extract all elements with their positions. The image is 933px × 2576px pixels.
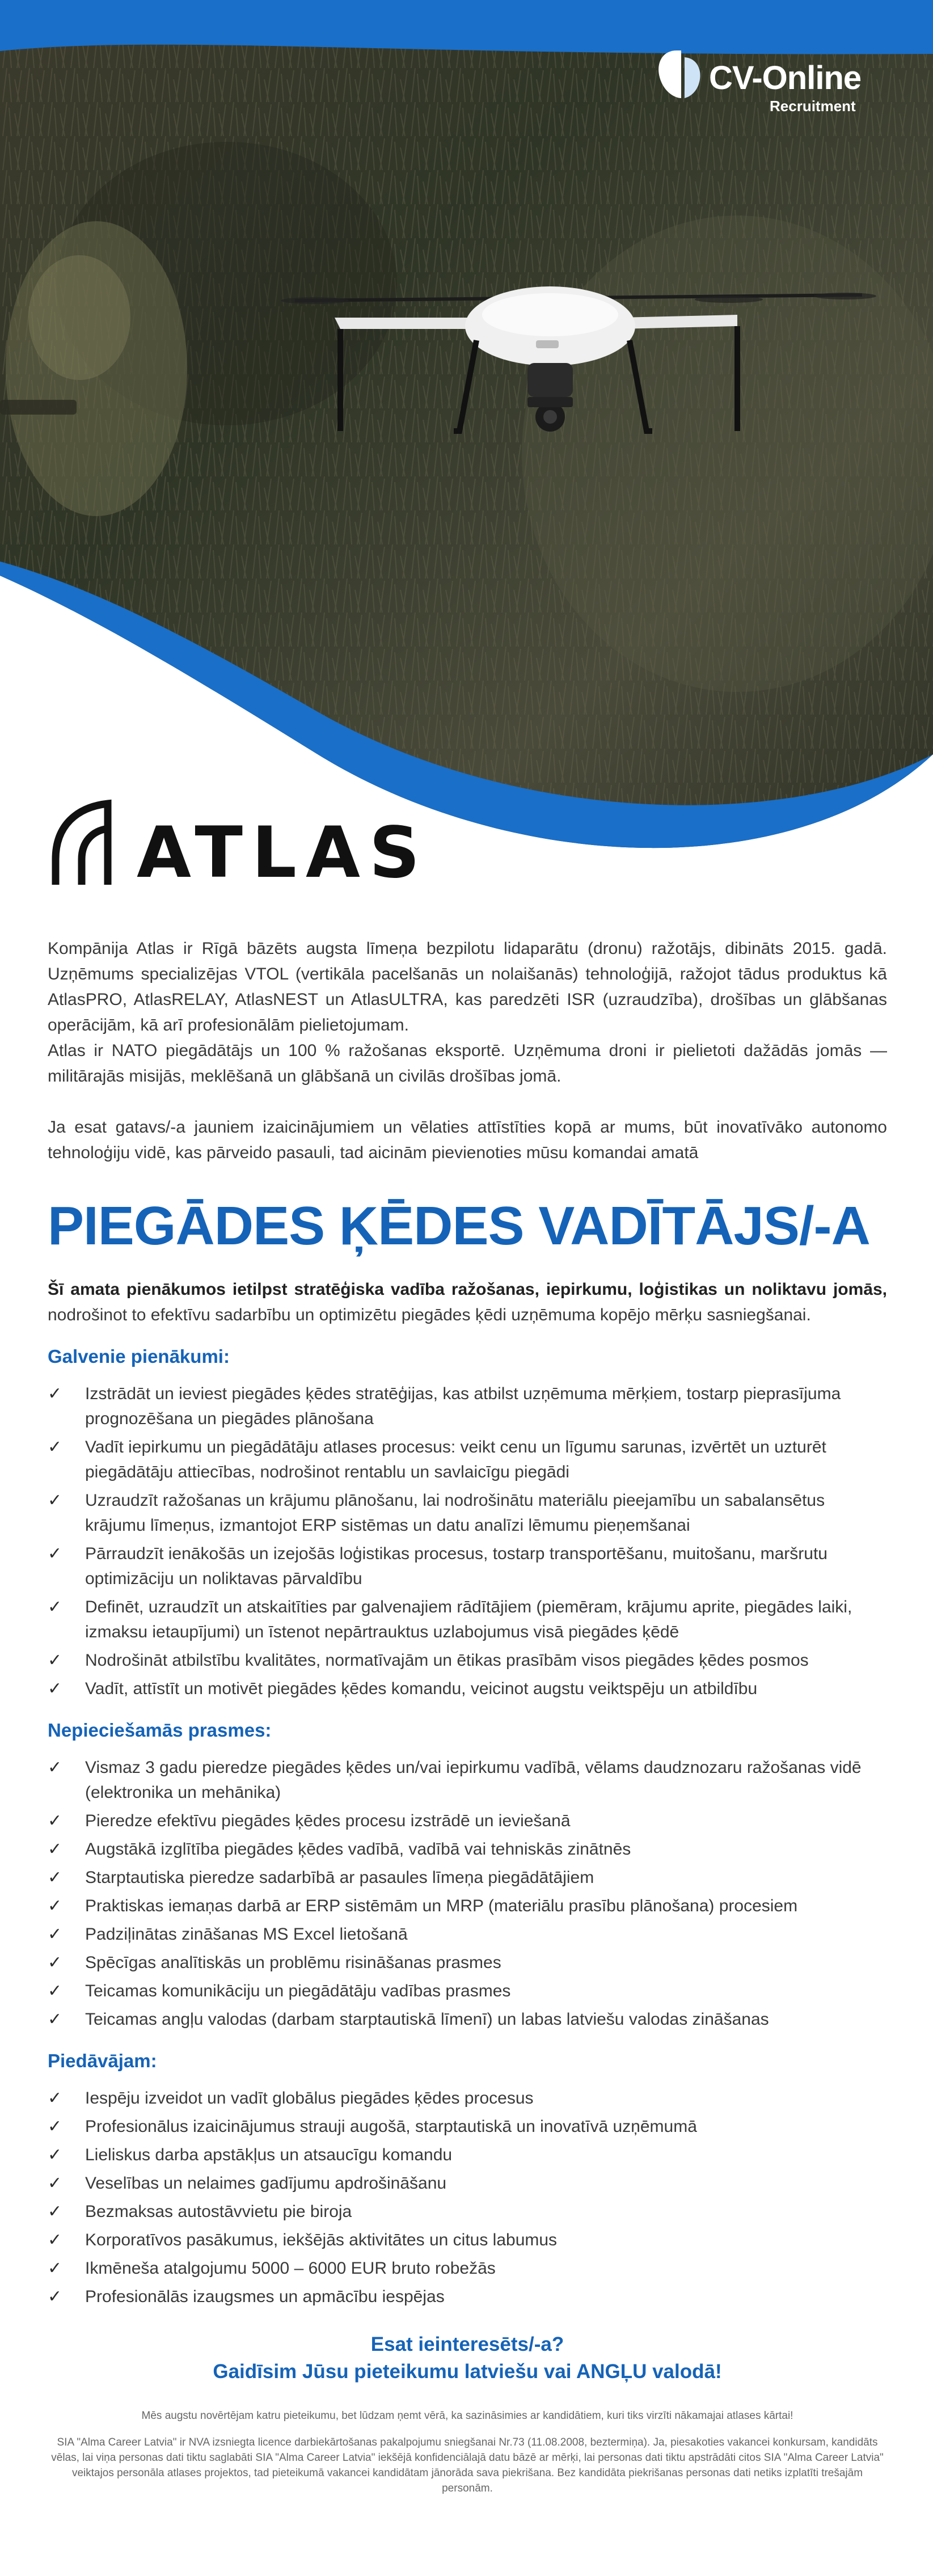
check-icon: ✓ bbox=[48, 1758, 62, 1777]
list-item: ✓ Vadīt, attīstīt un motivēt piegādes ķēdes komandu, veicinot augstu veiktspēju un atbildību bbox=[48, 1676, 887, 1701]
call-to-action bbox=[48, 2331, 887, 2385]
check-icon: ✓ bbox=[48, 1811, 62, 1830]
list-item: ✓ Teicamas komunikāciju un piegādātāju vadības prasmes bbox=[48, 1979, 887, 2004]
role-summary bbox=[48, 1277, 887, 1328]
list-item: ✓ Teicamas angļu valodas (darbam starptautiskā līmenī) un labas latviešu valodas zināšanas bbox=[48, 2007, 887, 2032]
list-item: ✓ Padziļinātas zināšanas MS Excel lietošanā bbox=[48, 1922, 887, 1947]
cv-online-mark-icon bbox=[649, 44, 706, 106]
job-ad-content bbox=[48, 936, 887, 2507]
check-icon: ✓ bbox=[48, 2010, 62, 2029]
list-item: ✓ Praktiskas iemaņas darbā ar ERP sistēmām un MRP (materiālu prasību plānošana) procesiem bbox=[48, 1894, 887, 1919]
list-item: ✓ Lieliskus darba apstākļus un atsaucīgu komandu bbox=[48, 2143, 887, 2168]
intro-paragraph: Kompānija Atlas ir Rīgā bāzēts augsta līmeņa bezpilotu lidaparātu (dronu) ražotājs, dibināts 2015. gadā. Uzņēmums specializējas VTOL (vertikāla pacelšanās un nolaišanās) tehnoloģijā, ražojot tādus produktus kā AtlasPRO, AtlasRELAY, AtlasNEST un AtlasULTRA, kas paredzēti ISR (uzraudzība), drošības un glābšanas operācijām, kā arī profesionālām pielietojumam. bbox=[48, 939, 887, 1034]
brand-subtitle: Recruitment bbox=[770, 98, 856, 115]
list-item: ✓ Pieredze efektīvu piegādes ķēdes procesu izstrādē un ieviešanā bbox=[48, 1809, 887, 1834]
list-item: ✓ Ikmēneša atalgojumu 5000 – 6000 EUR bruto robežās bbox=[48, 2256, 887, 2281]
list-item: ✓ Izstrādāt un ieviest piegādes ķēdes stratēģijas, kas atbilst uzņēmuma mērķiem, tostarp pieprasījuma prognozēšana un piegādes plānošana bbox=[48, 1382, 887, 1431]
check-icon: ✓ bbox=[48, 1897, 62, 1915]
company-intro bbox=[48, 936, 887, 1165]
list-item: ✓ Augstākā izglītība piegādes ķēdes vadībā, vadībā vai tehniskās zinātnēs bbox=[48, 1837, 887, 1862]
skills-list bbox=[48, 1755, 887, 2032]
brand-name: CV-Online bbox=[709, 60, 862, 96]
check-icon: ✓ bbox=[48, 1384, 62, 1403]
atlas-wordmark: ATLAS bbox=[137, 812, 429, 885]
list-item: ✓ Definēt, uzraudzīt un atskaitīties par galvenajiem rādītājiem (piemēram, krājumu aprite, piegādes laiki, izmaksu ietaupījumi) un īstenot nepārtrauktus uzlabojumus visā piegādes ķēdē bbox=[48, 1595, 887, 1645]
duties-heading: Galvenie pienākumi: bbox=[48, 1346, 230, 1367]
check-icon: ✓ bbox=[48, 1544, 62, 1563]
list-item: ✓ Uzraudzīt ražošanas un krājumu plānošanu, lai nodrošinātu materiālu pieejamību un sabalansētus krājumu līmeņus, izmantojot ERP sistēmas un datu analīzi lēmumu pieņemšanai bbox=[48, 1488, 887, 1538]
atlas-logo bbox=[49, 797, 429, 885]
check-icon: ✓ bbox=[48, 2287, 62, 2306]
check-icon: ✓ bbox=[48, 2259, 62, 2278]
list-item: ✓ Pārraudzīt ienākošās un izejošās loģistikas procesus, tostarp transportēšanu, muitošanu, maršrutu optimizāciju un noliktavas pārvaldību bbox=[48, 1542, 887, 1591]
check-icon: ✓ bbox=[48, 2202, 62, 2221]
check-icon: ✓ bbox=[48, 2174, 62, 2193]
offer-heading: Piedāvājam: bbox=[48, 2050, 157, 2071]
check-icon: ✓ bbox=[48, 1679, 62, 1698]
list-item: ✓ Korporatīvos pasākumus, iekšējās aktivitātes un citus labumus bbox=[48, 2228, 887, 2253]
job-title: PIEGĀDES ĶĒDES VADĪTĀJS/-A bbox=[48, 1196, 870, 1256]
check-icon: ✓ bbox=[48, 2117, 62, 2136]
list-item: ✓ Nodrošināt atbilstību kvalitātes, normatīvajām un ētikas prasībām visos piegādes ķēdes posmos bbox=[48, 1648, 887, 1673]
atlas-mark-icon bbox=[49, 797, 123, 885]
fine-print bbox=[48, 2408, 887, 2496]
check-icon: ✓ bbox=[48, 1598, 62, 1616]
cta-line-1: Esat ieinteresēts/-a? bbox=[370, 2333, 564, 2355]
list-item: ✓ Vismaz 3 gadu pieredze piegādes ķēdes un/vai iepirkumu vadībā, vēlams daudznozaru ražošanas vidē (elektronika un mehānika) bbox=[48, 1755, 887, 1805]
cv-online-logo bbox=[649, 41, 888, 120]
check-icon: ✓ bbox=[48, 2231, 62, 2249]
check-icon: ✓ bbox=[48, 1651, 62, 1670]
hero-banner bbox=[0, 0, 933, 885]
check-icon: ✓ bbox=[48, 1925, 62, 1944]
check-icon: ✓ bbox=[48, 1491, 62, 1510]
check-icon: ✓ bbox=[48, 1438, 62, 1456]
check-icon: ✓ bbox=[48, 2146, 62, 2164]
list-item: ✓ Iespēju izveidot un vadīt globālus piegādes ķēdes procesus bbox=[48, 2086, 887, 2111]
offer-list bbox=[48, 2086, 887, 2309]
role-summary-bold: Šī amata pienākumos ietilpst stratēģiska vadība ražošanas, iepirkumu, loģistikas un noliktavu jomās, bbox=[48, 1280, 887, 1299]
list-item: ✓ Vadīt iepirkumu un piegādātāju atlases procesus: veikt cenu un līgumu sarunas, izvērtēt un uzturēt piegādātāju attiecības, nodrošinot rentablu un savlaicīgu piegādi bbox=[48, 1435, 887, 1485]
duties-list bbox=[48, 1382, 887, 1701]
check-icon: ✓ bbox=[48, 1840, 62, 1859]
list-item: ✓ Starptautiska pieredze sadarbībā ar pasaules līmeņa piegādātājiem bbox=[48, 1865, 887, 1890]
list-item: ✓ Spēcīgas analītiskās un problēmu risināšanas prasmes bbox=[48, 1950, 887, 1975]
intro-paragraph: Atlas ir NATO piegādātājs un 100 % ražošanas eksportē. Uzņēmuma droni ir pielietoti dažādās jomās — militārajās misijās, meklēšanā un glābšanā un civilās drošības jomā. bbox=[48, 1041, 887, 1086]
intro-paragraph: Ja esat gatavs/-a jauniem izaicinājumiem un vēlaties attīstīties kopā ar mums, būt inovatīvāko autonomo tehnoloģiju vidē, kas pārveido pasauli, tad aicinām pievienoties mūsu komandai amatā bbox=[48, 1118, 887, 1162]
list-item: ✓ Profesionālās izaugsmes un apmācību iespējas bbox=[48, 2284, 887, 2309]
cta-line-2: Gaidīsim Jūsu pieteikumu latviešu vai ANGĻU valodā! bbox=[213, 2360, 722, 2383]
fine-print-license: SIA "Alma Career Latvia" ir NVA izsniegta licence darbiekārtošanas pakalpojumu sniegšanai Nr.73 (11.08.2008, beztermiņa). Ja, piesakoties vakancei konkursam, kandidāts vēlas, lai viņa personas dati tiktu saglabāti SIA "Alma Career Latvia" iekšējā konfidenciālajā datu bāzē ar mērķi, lai personas dati tiktu apstrādāti citos SIA "Alma Career Latvia" veiktajos personāla atlases projektos, tad pieteikumā vakancei kandidātam jānorāda sava piekrišana. Bez kandidāta piekrišanas personas dati netiks izplatīti trešajām personām. bbox=[51, 2436, 884, 2494]
check-icon: ✓ bbox=[48, 2089, 62, 2108]
list-item: ✓ Veselības un nelaimes gadījumu apdrošināšanu bbox=[48, 2171, 887, 2196]
hero-photo bbox=[0, 0, 933, 885]
check-icon: ✓ bbox=[48, 1868, 62, 1887]
fine-print-note: Mēs augstu novērtējam katru pieteikumu, bet lūdzam ņemt vērā, ka sazināsimies ar kandidātiem, kuri tiks virzīti nākamajai atlases kārtai! bbox=[141, 2410, 793, 2422]
list-item: ✓ Bezmaksas autostāvvietu pie biroja bbox=[48, 2199, 887, 2224]
role-summary-rest: nodrošinot to efektīvu sadarbību un optimizētu piegādes ķēdi uzņēmuma kopējo mērķu sasniegšanai. bbox=[48, 1306, 811, 1324]
skills-heading: Nepieciešamās prasmes: bbox=[48, 1720, 272, 1741]
list-item: ✓ Profesionālus izaicinājumus strauji augošā, starptautiskā un inovatīvā uzņēmumā bbox=[48, 2114, 887, 2139]
check-icon: ✓ bbox=[48, 1953, 62, 1972]
check-icon: ✓ bbox=[48, 1982, 62, 2000]
